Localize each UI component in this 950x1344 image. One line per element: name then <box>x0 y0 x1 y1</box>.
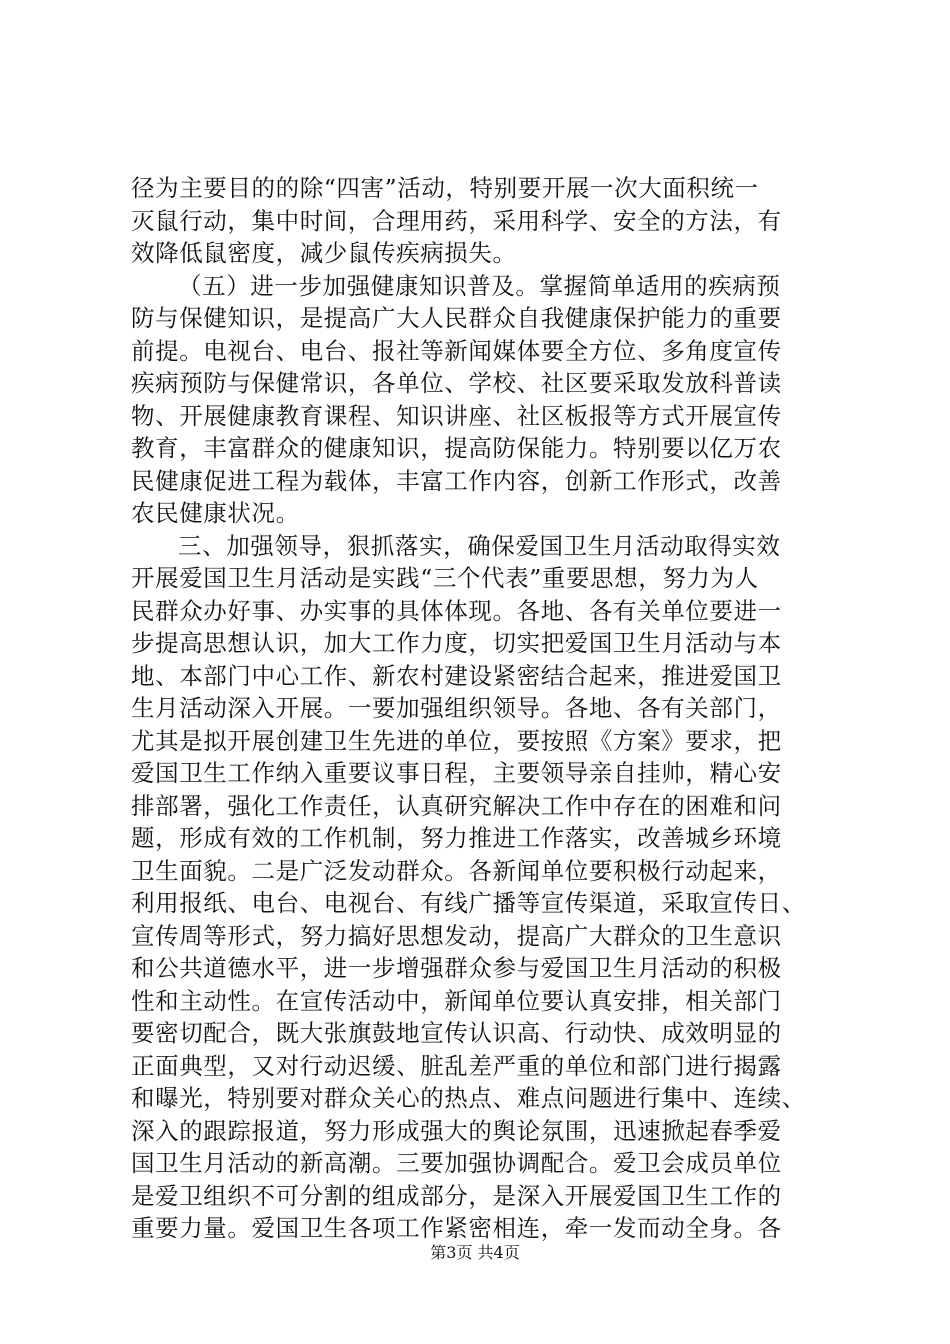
text-line: 是爱卫组织不可分割的组成部分，是深入开展爱国卫生工作的 <box>131 1181 782 1210</box>
text-line: 尤其是拟开展创建卫生先进的单位，要按照《方案》要求，把 <box>131 726 782 755</box>
text-line: 卫生面貌。二是广泛发动群众。各新闻单位要积极行动起来， <box>131 856 782 885</box>
text-line: 国卫生月活动的新高潮。三要加强协调配合。爱卫会成员单位 <box>131 1149 782 1177</box>
body-text <box>131 172 831 1245</box>
text-line: 民群众办好事、办实事的具体体现。各地、各有关单位要进一 <box>131 596 782 625</box>
text-line: 前提。电视台、电台、报社等新闻媒体要全方位、多角度宣传 <box>131 336 782 365</box>
text-line: 民健康促进工程为载体，丰富工作内容，创新工作形式，改善 <box>131 466 782 495</box>
section-heading-line: 三、加强领导，狠抓落实，确保爱国卫生月活动取得实效 <box>178 531 781 560</box>
text-line: 要密切配合，既大张旗鼓地宣传认识高、行动快、成效明显的 <box>131 1019 782 1047</box>
text-line: 性和主动性。在宣传活动中，新闻单位要认真安排，相关部门 <box>131 986 782 1015</box>
text-line: 宣传周等形式，努力搞好思想发动，提高广大群众的卫生意识 <box>131 921 782 950</box>
text-line: 爱国卫生工作纳入重要议事日程，主要领导亲自挂帅，精心安 <box>131 759 782 787</box>
text-line: 径为主要目的的除“四害”活动，特别要开展一次大面积统一 <box>131 174 759 202</box>
text-line: 生月活动深入开展。一要加强组织领导。各地、各有关部门， <box>131 694 782 722</box>
text-line: 正面典型，又对行动迟缓、脏乱差严重的单位和部门进行揭露 <box>131 1051 782 1080</box>
text-line: 深入的跟踪报道，努力形成强大的舆论氛围，迅速掀起春季爱 <box>131 1116 782 1145</box>
text-line: 农民健康状况。 <box>131 499 300 527</box>
text-line: 灭鼠行动，集中时间，合理用药，采用科学、安全的方法，有 <box>131 206 782 235</box>
text-line: 题，形成有效的工作机制，努力推进工作落实，改善城乡环境 <box>131 824 782 852</box>
section-heading-line: （五）进一步加强健康知识普及。掌握简单适用的疾病预 <box>178 271 781 300</box>
text-line: 防与保健知识，是提高广大人民群众自我健康保护能力的重要 <box>131 304 782 332</box>
text-line: 步提高思想认识，加大工作力度，切实把爱国卫生月活动与本 <box>131 629 782 657</box>
text-line: 重要力量。爱国卫生各项工作紧密相连，牵一发而动全身。各 <box>131 1214 782 1242</box>
page-footer <box>0 1240 950 1263</box>
text-line: 排部署，强化工作责任，认真研究解决工作中存在的困难和问 <box>131 791 782 820</box>
text-line: 利用报纸、电台、电视台、有线广播等宣传渠道，采取宣传日、 <box>131 889 806 917</box>
text-line: 和曝光，特别要对群众关心的热点、难点问题进行集中、连续、 <box>131 1084 806 1112</box>
text-line: 和公共道德水平，进一步增强群众参与爱国卫生月活动的积极 <box>131 954 782 982</box>
text-line: 效降低鼠密度，减少鼠传疾病损失。 <box>131 239 517 267</box>
text-line: 疾病预防与保健常识，各单位、学校、社区要采取发放科普读 <box>131 369 782 397</box>
text-line: 地、本部门中心工作、新农村建设紧密结合起来，推进爱国卫 <box>131 661 782 690</box>
page-number: 第3页 共4页 <box>430 1243 520 1262</box>
text-line: 教育，丰富群众的健康知识，提高防保能力。特别要以亿万农 <box>131 434 782 462</box>
text-line: 物、开展健康教育课程、知识讲座、社区板报等方式开展宣传 <box>131 401 782 430</box>
text-line: 开展爱国卫生月活动是实践“三个代表”重要思想，努力为人 <box>131 564 759 592</box>
